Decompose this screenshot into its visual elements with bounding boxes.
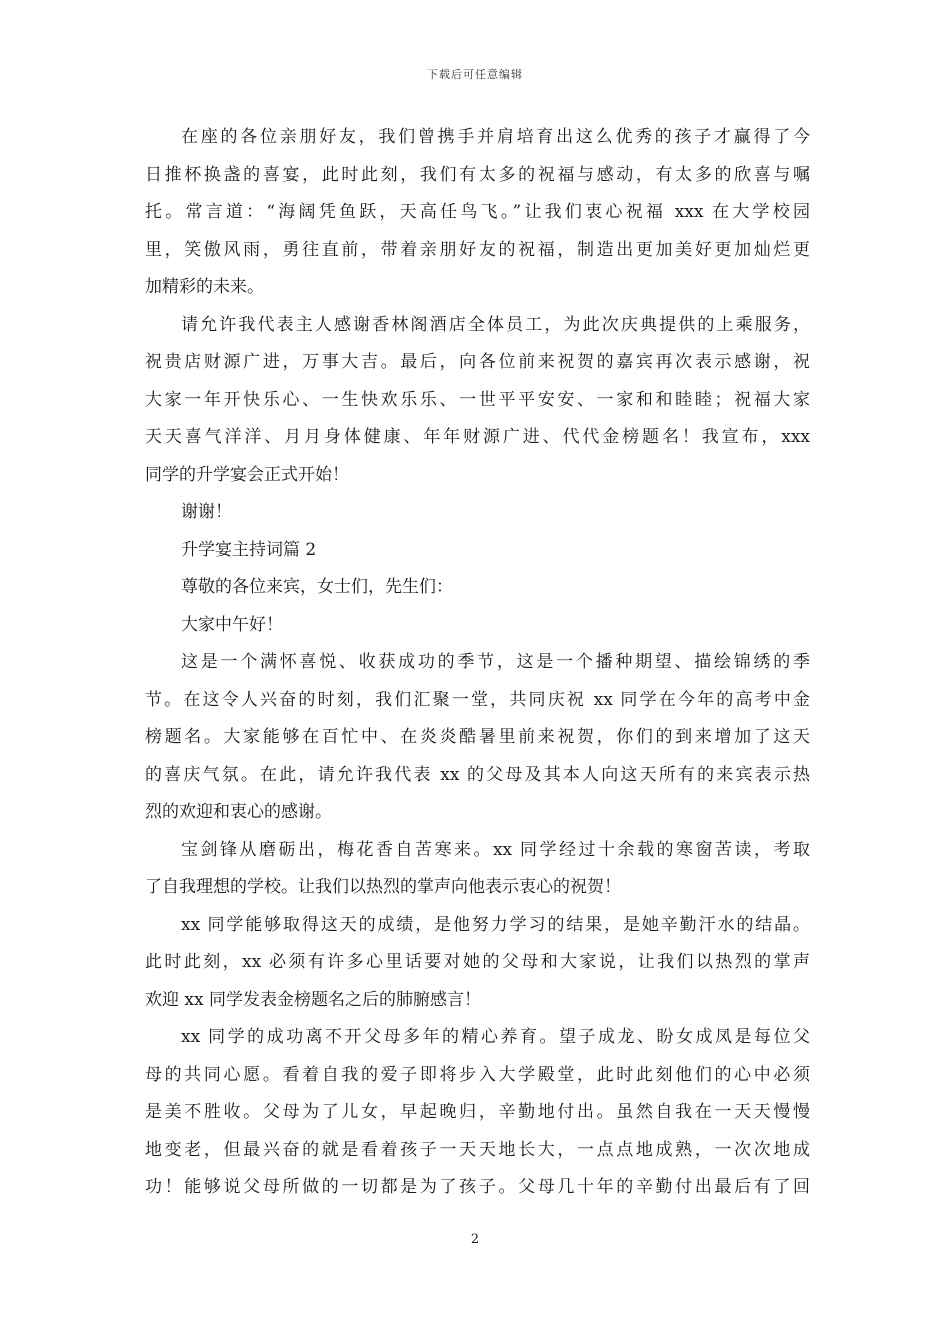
paragraph-line: 烈的欢迎和衷心的感谢。 bbox=[145, 802, 332, 822]
paragraph-line: 加精彩的未来。 bbox=[145, 277, 264, 297]
paragraph-line: 地变老，但最兴奋的就是看着孩子一天天地长大，一点点地成熟，一次次地成 bbox=[145, 1139, 810, 1160]
paragraph-line: 祝贵店财源广进，万事大吉。最后，向各位前来祝贺的嘉宾再次表示感谢，祝 bbox=[145, 352, 810, 372]
paragraph-line: 请允许我代表主人感谢香林阁酒店全体员工，为此次庆典提供的上乘服务， bbox=[181, 314, 810, 335]
paragraph-line: 天天喜气洋洋、月月身体健康、年年财源广进、代代金榜题名！我宣布，xxx bbox=[145, 427, 810, 447]
paragraph-line: 节。在这令人兴奋的时刻，我们汇聚一堂，共同庆祝 xx 同学在今年的高考中金 bbox=[145, 689, 810, 710]
paragraph bbox=[145, 644, 810, 832]
paragraph-line: xx 同学能够取得这天的成绩，是他努力学习的结果，是她辛勤汗水的结晶。 bbox=[181, 914, 810, 935]
paragraph-line: 榜题名。大家能够在百忙中、在炎炎酷暑里前来祝贺，你们的到来增加了这天 bbox=[145, 727, 810, 747]
page-number: 2 bbox=[470, 1232, 480, 1247]
paragraph bbox=[145, 1019, 810, 1207]
paragraph bbox=[145, 494, 810, 532]
paragraph-line: 此时此刻，xx 必须有许多心里话要对她的父母和大家说，让我们以热烈的掌声 bbox=[145, 952, 810, 972]
paragraph-line: 同学的升学宴会正式开始！ bbox=[145, 464, 349, 485]
paragraph-line: 尊敬的各位来宾，女士们，先生们： bbox=[181, 577, 453, 597]
paragraph-line: 的喜庆气氛。在此，请允许我代表 xx 的父母及其本人向这天所有的来宾表示热 bbox=[145, 764, 810, 785]
paragraph-line: 升学宴主持词篇 2 bbox=[181, 539, 317, 560]
paragraph-line: 日推杯换盏的喜宴，此时此刻，我们有太多的祝福与感动，有太多的欣喜与嘱 bbox=[145, 164, 810, 185]
paragraph-line: 母的共同心愿。看着自我的爱子即将步入大学殿堂，此时此刻他们的心中必须 bbox=[145, 1064, 810, 1085]
paragraph-line: 是美不胜收。父母为了儿女，早起晚归，辛勤地付出。虽然自我在一天天慢慢 bbox=[145, 1102, 810, 1122]
paragraph-line: 宝剑锋从磨砺出，梅花香自苦寒来。xx 同学经过十余载的寒窗苦读，考取 bbox=[181, 839, 810, 860]
paragraph-line: 了自我理想的学校。让我们以热烈的掌声向他表示衷心的祝贺！ bbox=[145, 877, 621, 897]
paragraph-line: 在座的各位亲朋好友，我们曾携手并肩培育出这么优秀的孩子才赢得了今 bbox=[181, 127, 810, 147]
paragraph-line: 大家一年开快乐心、一生快欢乐乐、一世平平安安、一家和和睦睦；祝福大家 bbox=[145, 389, 810, 410]
paragraph-line: xx 同学的成功离不开父母多年的精心养育。望子成龙、盼女成凤是每位父 bbox=[181, 1027, 810, 1047]
page-header: 下载后可任意编辑 bbox=[427, 68, 523, 81]
document-body bbox=[145, 119, 810, 1207]
paragraph-line: 这是一个满怀喜悦、收获成功的季节，这是一个播种期望、描绘锦绣的季 bbox=[181, 652, 810, 672]
paragraph bbox=[145, 307, 810, 495]
paragraph bbox=[145, 532, 810, 570]
paragraph bbox=[145, 119, 810, 307]
paragraph bbox=[145, 832, 810, 907]
paragraph-line: 功！能够说父母所做的一切都是为了孩子。父母几十年的辛勤付出最后有了回 bbox=[145, 1177, 810, 1197]
paragraph bbox=[145, 607, 810, 645]
paragraph bbox=[145, 569, 810, 607]
paragraph-line: 谢谢！ bbox=[181, 502, 232, 522]
paragraph-line: 里，笑傲风雨，勇往直前，带着亲朋好友的祝福，制造出更加美好更加灿烂更 bbox=[145, 239, 810, 260]
paragraph-line: 欢迎 xx 同学发表金榜题名之后的肺腑感言！ bbox=[145, 989, 481, 1010]
paragraph-line: 托。常言道：“海阔凭鱼跃，天高任鸟飞。”让我们衷心祝福 xxx 在大学校园 bbox=[145, 202, 810, 222]
paragraph-line: 大家中午好！ bbox=[181, 614, 283, 635]
paragraph bbox=[145, 907, 810, 1020]
